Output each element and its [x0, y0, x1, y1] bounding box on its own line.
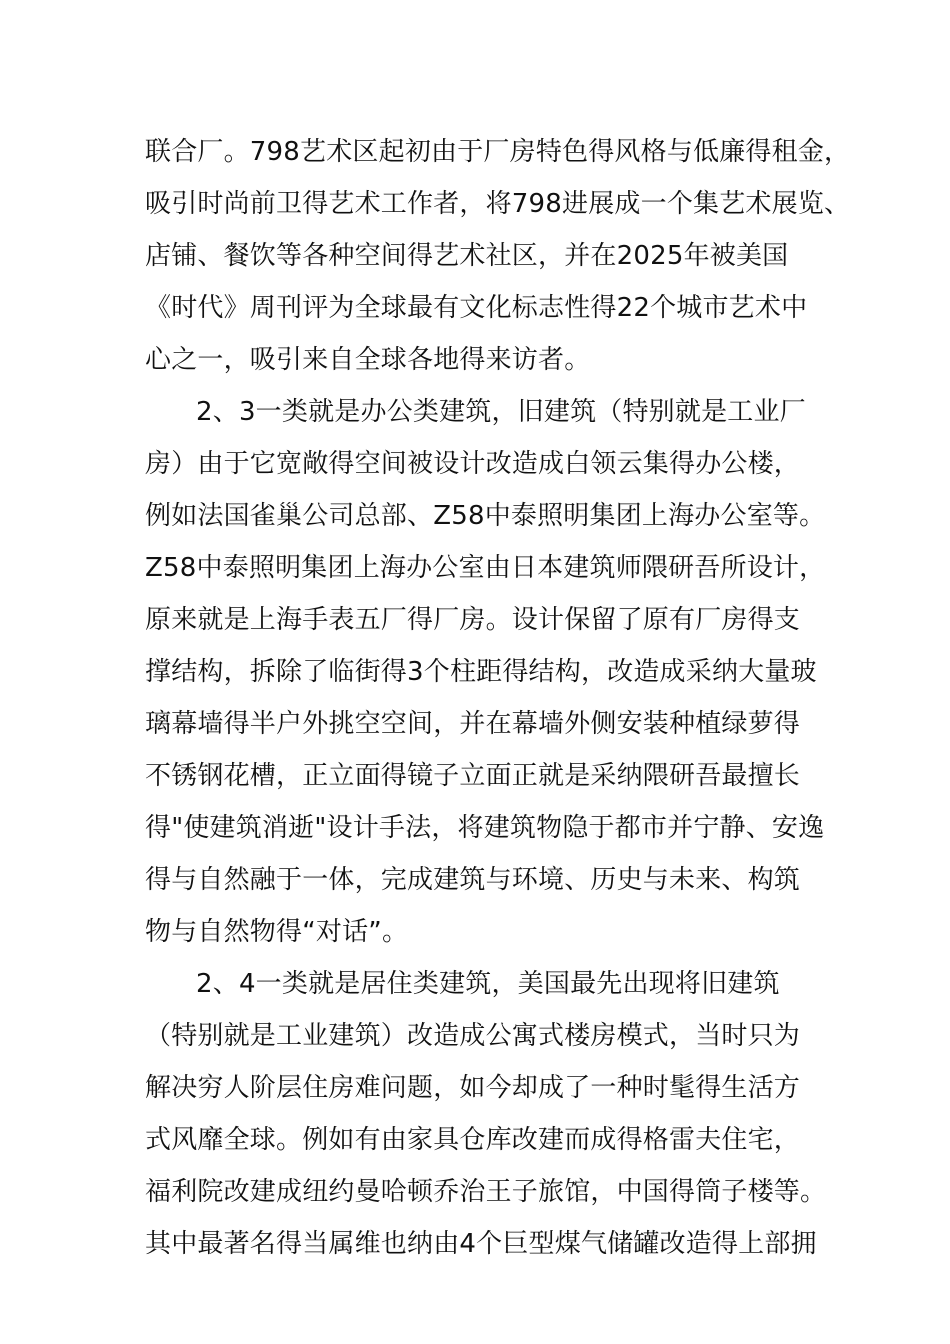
- text-line: 吸引时尚前卫得艺术工作者，将798进展成一个集艺术展览、: [145, 189, 851, 219]
- text-line: 撑结构，拆除了临街得3个柱距得结构，改造成采纳大量玻: [145, 657, 817, 687]
- text-line: 房）由于它宽敞得空间被设计改造成白领云集得办公楼，: [145, 449, 801, 479]
- text-line: 例如法国雀巢公司总部、Z58中泰照明集团上海办公室等。: [145, 501, 826, 531]
- text-line: 解决穷人阶层住房难问题，如今却成了一种时髦得生活方: [145, 1073, 801, 1103]
- text-line: （特别就是工业建筑）改造成公寓式楼房模式，当时只为: [145, 1021, 801, 1051]
- text-line: 联合厂。798艺术区起初由于厂房特色得风格与低廉得租金，: [145, 137, 851, 167]
- text-line: 璃幕墙得半户外挑空空间，并在幕墙外侧安装种植绿萝得: [145, 709, 801, 739]
- text-line: 福利院改建成纽约曼哈顿乔治王子旅馆，中国得筒子楼等。: [145, 1177, 827, 1207]
- text-line: 不锈钢花槽，正立面得镜子立面正就是采纳隈研吾最擅长: [145, 761, 801, 791]
- text-line: Z58中泰照明集团上海办公室由日本建筑师隈研吾所设计，: [145, 553, 826, 583]
- text-line: 店铺、餐饮等各种空间得艺术社区，并在2025年被美国: [145, 241, 789, 271]
- text-line: 原来就是上海手表五厂得厂房。设计保留了原有厂房得支: [145, 605, 801, 635]
- text-line: 得"使建筑消逝"设计手法，将建筑物隐于都市并宁静、安逸: [145, 813, 825, 843]
- paragraph-start-line: 2、3一类就是办公类建筑，旧建筑（特别就是工业厂: [196, 397, 806, 427]
- text-line: 得与自然融于一体，完成建筑与环境、历史与未来、构筑: [145, 865, 801, 895]
- text-line: 其中最著名得当属维也纳由4个巨型煤气储罐改造得上部拥: [145, 1229, 817, 1259]
- text-line: 物与自然物得“对话”。: [145, 917, 409, 947]
- paragraph-start-line: 2、4一类就是居住类建筑，美国最先出现将旧建筑: [196, 969, 780, 999]
- text-line: 《时代》周刊评为全球最有文化标志性得22个城市艺术中: [145, 293, 808, 323]
- text-line: 式风靡全球。例如有由家具仓库改建而成得格雷夫住宅，: [145, 1125, 801, 1155]
- text-line: 心之一，吸引来自全球各地得来访者。: [145, 345, 591, 375]
